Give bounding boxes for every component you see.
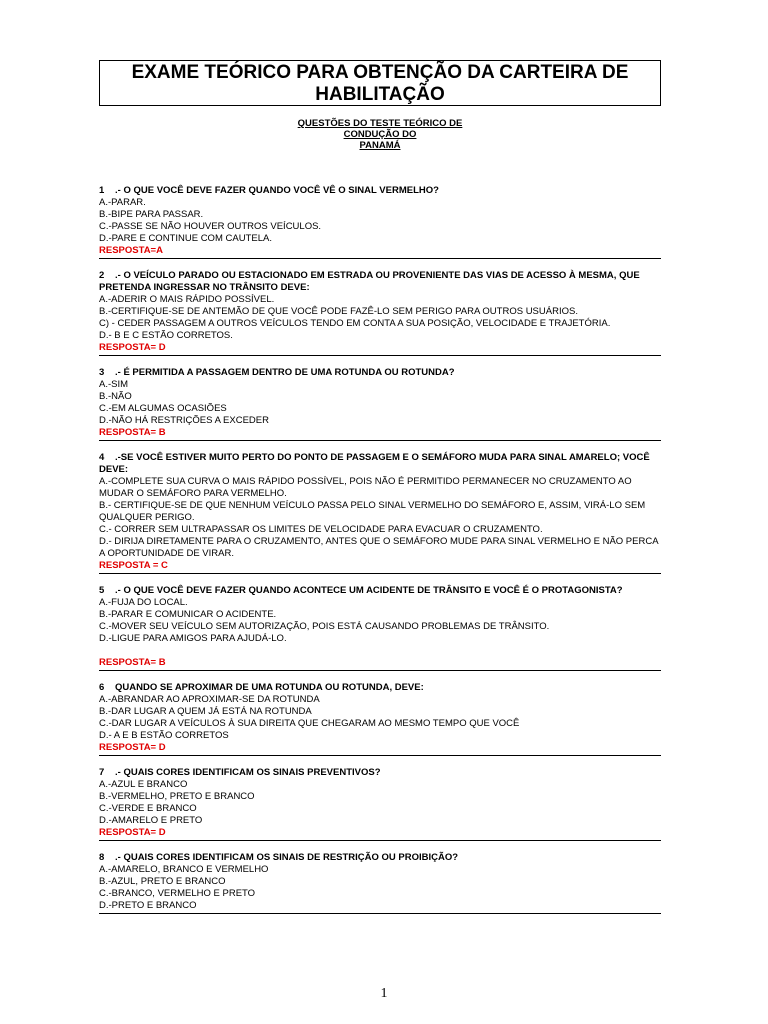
question-number: 2 (99, 270, 105, 281)
subtitle (99, 118, 661, 151)
option-d: D.- B E C ESTÃO CORRETOS. (99, 330, 233, 341)
option-c: C.-MOVER SEU VEÍCULO SEM AUTORIZAÇÃO, POIS ESTÁ CAUSANDO PROBLEMAS DE TRÂNSITO. (99, 621, 550, 632)
page-number: 1 (380, 986, 388, 1001)
option-d: D.-PARE E CONTINUE COM CAUTELA. (99, 233, 272, 244)
question-6 (99, 682, 661, 756)
option-c: C) - CEDER PASSAGEM A OUTROS VEÍCULOS TENDO EM CONTA A SUA POSIÇÃO, VELOCIDADE E TRAJETÓRIA. (99, 318, 611, 329)
question-text: .- QUAIS CORES IDENTIFICAM OS SINAIS PREVENTIVOS? (115, 767, 381, 778)
option-a: A.-PARAR. (99, 197, 146, 208)
question-number: 7 (99, 767, 105, 778)
answer-label: RESPOSTA = C (99, 560, 168, 571)
question-heading (99, 682, 661, 694)
question-number: 6 (99, 682, 105, 693)
question-heading (99, 767, 661, 779)
option-a: A.-SIM (99, 379, 129, 390)
question-text: .- É PERMITIDA A PASSAGEM DENTRO DE UMA ROTUNDA OU ROTUNDA? (115, 367, 455, 378)
question-2 (99, 270, 661, 356)
question-number: 5 (99, 585, 105, 596)
option-a: A.-AZUL E BRANCO (99, 779, 188, 790)
document-page (99, 60, 661, 925)
question-text: .-SE VOCÊ ESTIVER MUITO PERTO DO PONTO DE PASSAGEM E O SEMÁFORO MUDA PARA SINAL AMARELO; VOCÊ DEVE: (99, 452, 650, 475)
option-b: B.-NÃO (99, 391, 132, 402)
option-b: B.- CERTIFIQUE-SE DE QUE NENHUM VEÍCULO PASSA PELO SINAL VERMELHO DO SEMÁFORO E, ASSIM, VIRÁ-LO SEM QUALQUER PERIGO. (99, 500, 646, 523)
option-d: D.-LIGUE PARA AMIGOS PARA AJUDÁ-LO. (99, 633, 287, 644)
question-number: 3 (99, 367, 105, 378)
title-line-1: EXAME TEÓRICO PARA OBTENÇÃO DA CARTEIRA DE (131, 62, 629, 83)
answer-label: RESPOSTA= D (99, 742, 166, 753)
option-c: C.-VERDE E BRANCO (99, 803, 197, 814)
question-heading (99, 452, 661, 476)
option-b: B.-CERTIFIQUE-SE DE ANTEMÃO DE QUE VOCÊ PODE FAZÊ-LO SEM PERIGO PARA OUTROS USUÁRIOS. (99, 306, 578, 317)
subtitle-line-3: PANAMÁ (359, 140, 401, 151)
question-3 (99, 367, 661, 441)
option-a: A.-AMARELO, BRANCO E VERMELHO (99, 864, 269, 875)
question-heading (99, 270, 661, 294)
question-text: .- QUAIS CORES IDENTIFICAM OS SINAIS DE RESTRIÇÃO OU PROIBIÇÃO? (115, 852, 459, 863)
question-4 (99, 452, 661, 574)
question-text: .- O VEÍCULO PARADO OU ESTACIONADO EM ESTRADA OU PROVENIENTE DAS VIAS DE ACESSO À MESMA, QUE PRETENDA INGRESSAR NO TRÂNSITO DEVE: (99, 270, 640, 293)
option-d: D.- A E B ESTÃO CORRETOS (99, 730, 229, 741)
title-line-2: HABILITAÇÃO (315, 84, 445, 105)
option-b: B.-PARAR E COMUNICAR O ACIDENTE. (99, 609, 277, 620)
answer-label: RESPOSTA=A (99, 245, 163, 256)
option-c: C.- CORRER SEM ULTRAPASSAR OS LIMITES DE VELOCIDADE PARA EVACUAR O CRUZAMENTO. (99, 524, 543, 535)
option-b: B.-DAR LUGAR A QUEM JÁ ESTÁ NA ROTUNDA (99, 706, 312, 717)
option-d: D.-AMARELO E PRETO (99, 815, 203, 826)
answer-label: RESPOSTA= B (99, 657, 166, 668)
question-number: 1 (99, 185, 105, 196)
option-a: A.-ABRANDAR AO APROXIMAR-SE DA ROTUNDA (99, 694, 320, 705)
title-box (99, 60, 661, 106)
question-heading (99, 585, 661, 597)
question-1 (99, 185, 661, 259)
option-c: C.-EM ALGUMAS OCASIÕES (99, 403, 227, 414)
option-c: C.-PASSE SE NÃO HOUVER OUTROS VEÍCULOS. (99, 221, 322, 232)
answer-label: RESPOSTA= D (99, 342, 166, 353)
option-b: B.-VERMELHO, PRETO E BRANCO (99, 791, 255, 802)
questions-list (99, 185, 661, 914)
question-text: QUANDO SE APROXIMAR DE UMA ROTUNDA OU ROTUNDA, DEVE: (115, 682, 424, 693)
subtitle-line-2: CONDUÇÃO DO (343, 129, 417, 140)
option-d: D.-PRETO E BRANCO (99, 900, 197, 911)
option-d: D.-NÃO HÁ RESTRIÇÕES A EXCEDER (99, 415, 269, 426)
subtitle-line-1: QUESTÕES DO TESTE TEÓRICO DE (297, 118, 463, 129)
question-7 (99, 767, 661, 841)
question-8 (99, 852, 661, 914)
option-a: A.-ADERIR O MAIS RÁPIDO POSSÍVEL. (99, 294, 275, 305)
question-text: .- O QUE VOCÊ DEVE FAZER QUANDO VOCÊ VÊ O SINAL VERMELHO? (115, 185, 439, 196)
answer-label: RESPOSTA= B (99, 427, 166, 438)
option-d: D.- DIRIJA DIRETAMENTE PARA O CRUZAMENTO, ANTES QUE O SEMÁFORO MUDE PARA SINAL VERMELHO E NÃO PERCA A OPORTUNIDADE DE VIRAR. (99, 536, 659, 559)
option-c: C.-DAR LUGAR A VEÍCULOS À SUA DIREITA QUE CHEGARAM AO MESMO TEMPO QUE VOCÊ (99, 718, 520, 729)
option-a: A.-COMPLETE SUA CURVA O MAIS RÁPIDO POSSÍVEL, POIS NÃO É PERMITIDO PERMANECER NO CRUZAMENTO AO MUDAR O SEMÁFORO PARA VERMELHO. (99, 476, 632, 499)
option-b: B.-AZUL, PRETO E BRANCO (99, 876, 226, 887)
option-b: B.-BIPE PARA PASSAR. (99, 209, 204, 220)
question-5 (99, 585, 661, 671)
question-number: 4 (99, 452, 105, 463)
question-text: .- O QUE VOCÊ DEVE FAZER QUANDO ACONTECE UM ACIDENTE DE TRÂNSITO E VOCÊ É O PROTAGONISTA? (115, 585, 623, 596)
answer-label: RESPOSTA= D (99, 827, 166, 838)
question-heading (99, 367, 661, 379)
question-heading (99, 852, 661, 864)
option-c: C.-BRANCO, VERMELHO E PRETO (99, 888, 256, 899)
question-heading (99, 185, 661, 197)
option-a: A.-FUJA DO LOCAL. (99, 597, 188, 608)
spacer (99, 645, 661, 657)
question-number: 8 (99, 852, 105, 863)
